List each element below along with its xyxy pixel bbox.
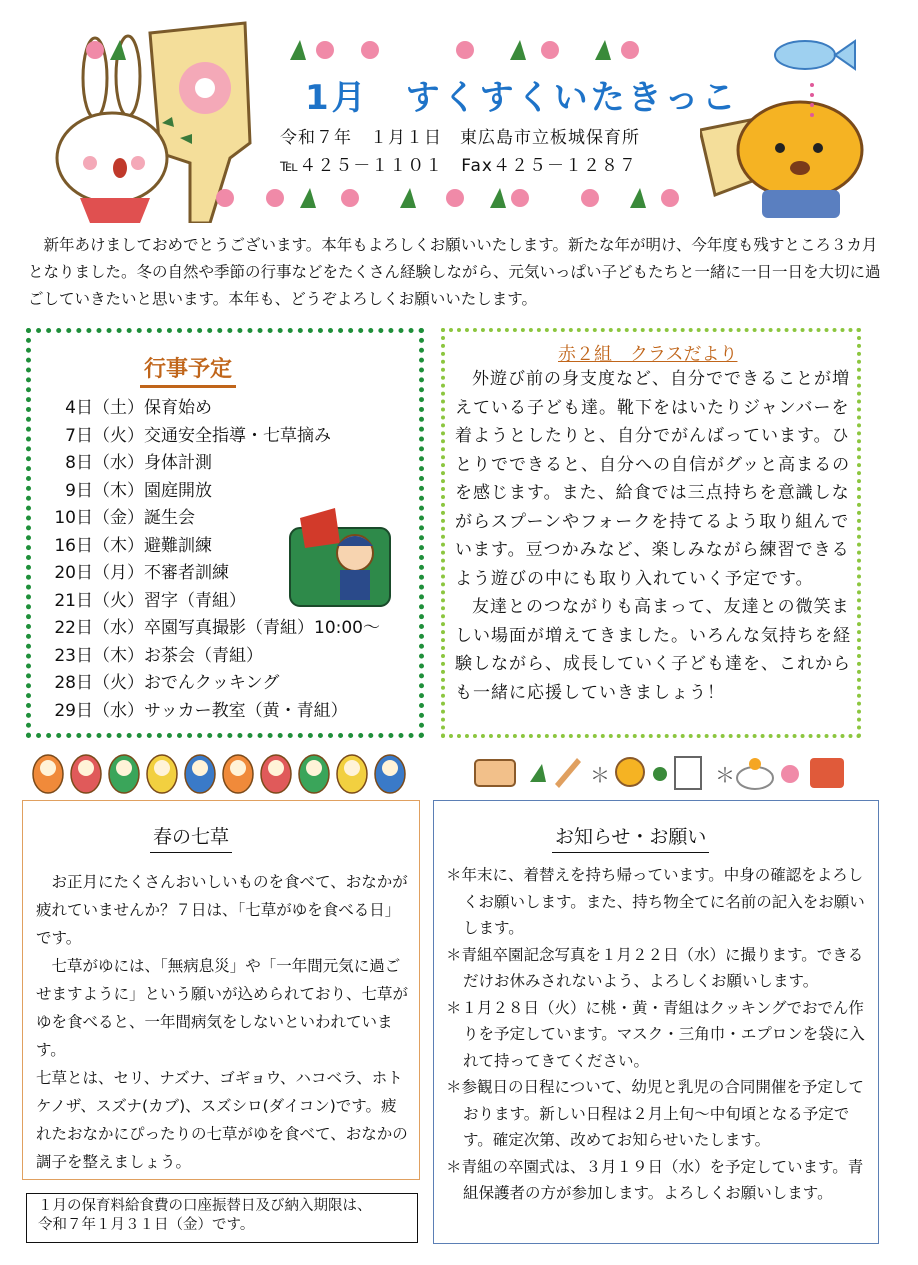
nanakusa-paragraph-2: 七草がゆには、「無病息災」や「一年間元気に過ごせますように」という願いが込められており、七草がゆを食べると、一年間病気をしないといわれています。 (36, 957, 409, 1059)
event-text: サッカー教室（黄・青組） (144, 700, 348, 721)
notice-item: ＊青組の卒園式は、３月１９日（水）を予定しています。青組保護者の方が参加します。よろしくお願いします。 (446, 1157, 864, 1202)
class-news-body (455, 365, 851, 707)
event-date: 4日（土） (65, 398, 144, 418)
event-row (38, 395, 380, 423)
tiger-icon (700, 102, 862, 218)
class-news-paragraph-2: 友達とのつながりも高まって、友達との微笑ましい場面が増えてきました。いろんな気持ちを経験しながら、成長していく子ども達を、これからも一緒に応援していきましょう！ (455, 597, 851, 703)
fee-notice (38, 1197, 410, 1235)
event-date: 22日（水） (54, 618, 144, 638)
flower-decoration-bottom (200, 178, 700, 218)
notice-item: ＊参観日の日程について、幼児と乳児の合同開催を予定しております。新しい日程は２月上旬～中旬頃となる予定です。確定次第、改めてお知らせいたします。 (446, 1078, 864, 1149)
newsletter-title: 1月 すくすくいたきっこ (305, 78, 739, 118)
event-text: 習字（青組） (144, 590, 246, 611)
event-row (38, 670, 380, 698)
events-title: 行事予定 (140, 352, 236, 388)
event-date: 29日（水） (54, 700, 144, 721)
event-text: 卒園写真撮影（青組）10:00～ (144, 618, 380, 638)
fish-icon (775, 41, 855, 69)
notice-item: ＊１月２８日（火）に桃・黄・青組はクッキングでおでん作りを予定しています。マスク・三角巾・エプロンを袋に入れて持ってきてください。 (446, 998, 865, 1070)
shishimai-icon (290, 508, 390, 606)
nanakusa-paragraph-1: お正月にたくさんおいしいものを食べて、おなかが疲れていませんか？７日は、「七草がゆを食べる日」です。 (36, 873, 408, 947)
contact-line: ℡４２５－１１０１ Fax４２５－１２８７ (280, 156, 637, 176)
event-row (38, 615, 380, 643)
event-row (38, 643, 380, 671)
class-news-title: 赤２組 クラスだより (558, 344, 738, 365)
event-row (38, 423, 380, 451)
daruma-icon (33, 755, 405, 793)
flower-decoration-top (70, 30, 770, 70)
event-row (38, 698, 380, 726)
notices-list (446, 862, 871, 1207)
event-date: 9日（木） (65, 480, 144, 501)
event-row (38, 450, 380, 478)
event-date: 8日（水） (65, 453, 144, 473)
notice-item: ＊年末に、着替えを持ち帰っています。中身の確認をよろしくお願いします。また、持ち物全てに名前の記入をお願いします。 (446, 866, 865, 937)
fee-notice-line-2: 令和７年１月３１日（金）です。 (38, 1217, 255, 1233)
event-text: お茶会（青組） (144, 645, 263, 666)
shishimai-illustration (285, 498, 395, 608)
event-date: 16日（木） (54, 535, 144, 556)
event-text: 避難訓練 (144, 535, 212, 556)
svg-text:＊: ＊ (715, 763, 735, 787)
intro-paragraph: 新年あけましておめでとうございます。本年もよろしくお願いいたします。新たな年が明け、今年度も残すところ３カ月となりました。冬の自然や季節の行事などをたくさん経験しながら、元気いっぱい子どもたちと一緒に一日一日を大切に過ごしていきたいと思います。本年も、どうぞよろしくお願いいたします。 (28, 236, 881, 308)
event-date: 7日（火） (65, 425, 144, 446)
notice-item: ＊青組卒園記念写真を１月２２日（水）に撮ります。できるだけお休みされないよう、よろしくお願いします。 (446, 945, 864, 990)
intro-text (28, 232, 890, 313)
event-date: 28日（火） (54, 673, 144, 693)
new-year-ornaments-row (470, 752, 850, 792)
event-date: 23日（木） (54, 645, 144, 666)
class-news-paragraph-1: 外遊び前の身支度など、自分でできることが増えている子ども達。靴下をはいたりジャンバーを着ようとしたりと、自分でがんばっています。ひとりでできると、自分への自信がグッと高まるのを感じます。また、給食では三点持ちを意識しながらスプーンやフォークを持てるよう取り組んでいます。豆つかみなど、楽しみながら練習できるよう遊びの中にも取り入れていく予定です。 (455, 369, 851, 589)
fee-notice-line-1: １月の保育料給食費の口座振替日及び納入期限は、 (38, 1198, 372, 1214)
notices-title: お知らせ・お願い (552, 822, 709, 853)
svg-text:＊: ＊ (590, 763, 610, 787)
nanakusa-paragraph-3: 七草とは、セリ、ナズナ、ゴギョウ、ハコベラ、ホトケノザ、スズナ(カブ)、スズシロ(ダイコン)です。疲れたおなかにぴったりの七草がゆを食べて、おなかの調子を整えましょう。 (36, 1069, 408, 1171)
daruma-row (30, 750, 420, 795)
event-date: 20日（月） (54, 563, 144, 583)
event-text: 身体計測 (144, 453, 212, 473)
nanakusa-title: 春の七草 (150, 822, 232, 853)
event-text: 保育始め (144, 398, 212, 418)
event-date: 10日（金） (54, 508, 144, 528)
event-text: 誕生会 (144, 508, 195, 528)
event-text: おでんクッキング (144, 673, 280, 693)
nanakusa-body (36, 868, 412, 1176)
date-line: 令和７年 １月１日 東広島市立板城保育所 (280, 128, 640, 148)
flower-icon (86, 41, 639, 59)
event-text: 園庭開放 (144, 480, 212, 501)
event-text: 不審者訓練 (144, 563, 229, 583)
event-text: 交通安全指導・七草摘み (144, 425, 331, 446)
event-date: 21日（火） (54, 590, 144, 611)
